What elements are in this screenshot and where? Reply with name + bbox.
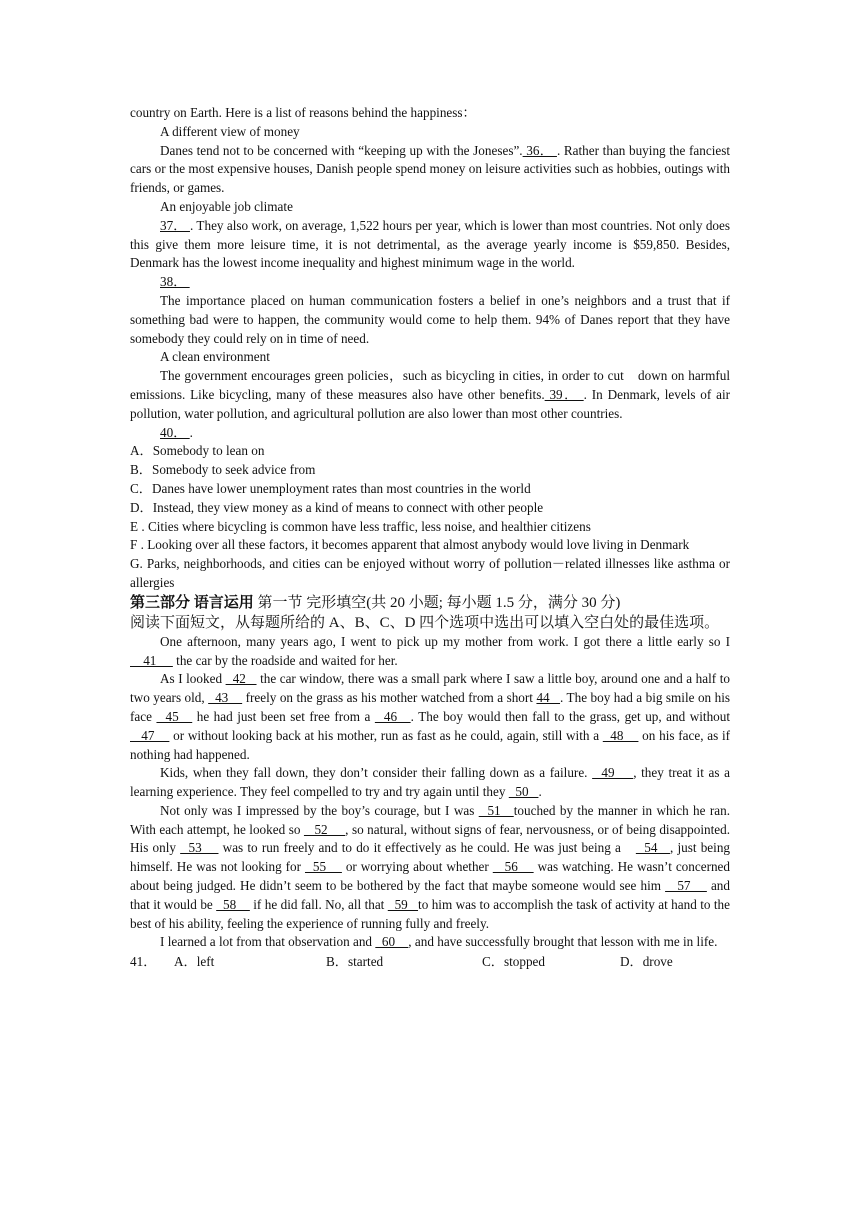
blank-41: 41	[130, 652, 173, 668]
section-3-subtitle: 第一节 完形填空(共 20 小题; 每小题 1.5 分，满分 30 分)	[253, 594, 621, 611]
option-f: F . Looking over all these factors, it becomes apparent that almost anybody would love living in Denmark	[130, 537, 690, 553]
blank-58: 58	[216, 896, 250, 912]
paragraph-40: 40． .	[160, 424, 193, 440]
blank-52: 52	[303, 821, 346, 837]
heading-environment: A clean environment	[160, 349, 270, 365]
paragraph-money: Danes tend not to be concerned with “keeping up with the Joneses”. 36． . Rather than buying the fanciest cars or the most expensive houses, Danish people spend money on leisure activities such as hobbies, outings with friends, or games.	[130, 142, 731, 196]
blank-40: 40．	[160, 424, 190, 440]
option-e: E . Cities where bicycling is common have less traffic, less noise, and healthier citizens	[130, 518, 591, 534]
cloze-paragraph-1: One afternoon, many years ago, I went to pick up my mother from work. I got there a little early so I 41 the car by the roadside and waited for her.	[130, 633, 744, 668]
blank-46: 46	[374, 708, 411, 724]
paragraph-community: The importance placed on human communication fosters a belief in one’s neighbors and a trust that if something bad were to happen, the community would come to help them. 94% of Danes report that they have somebody they could rely on in time of need.	[130, 292, 730, 346]
section-3-instruction: 阅读下面短文，从每题所给的 A、B、C、D 四个选项中选出可以填入空白处的最佳选项。	[130, 614, 720, 631]
blank-43: 43	[208, 690, 243, 706]
blank-59: 59	[387, 896, 419, 912]
option-c: C．Danes have lower unemployment rates than most countries in the world	[130, 480, 531, 496]
cloze-paragraph-4: Not only was I impressed by the boy’s courage, but I was 51 touched by the manner in which he ran. With each attempt, he looked so 52 , so natural, without signs of fear, nervousness, or of being disappointed. His only 53 was to run freely and to do it effectively as he could. He was just being a 54 , just being himself. He was not looking for 55 or worrying about whether 56 was watching. He wasn’t concerned about being judged. He didn’t seem to be bothered by the fact that maybe someone would see him 57 and that it would be 58 if he did fall. No, all that 59 to him was to accomplish the task of activity at hand to the best of his ability, feeling the experience of running fully and freely.	[130, 802, 731, 931]
question-41-option-a: A．left	[174, 954, 215, 970]
blank-54: 54	[635, 840, 670, 856]
blank-48: 48	[602, 727, 639, 743]
option-g: G. Parks, neighborhoods, and cities can be enjoyed without worry of pollution－related illnesses like asthma or allergies	[130, 556, 730, 590]
blank-45: 45	[156, 708, 193, 724]
paragraph-environment: The government encourages green policies，such as bicycling in cities, in order to cut down on harmful emissions. Like bicycling, many of these measures also have other benefits. 39． . In Denmark, levels of air pollution, water pollution, and agricultural pollution are also lower than most other countries.	[130, 368, 731, 421]
option-d: D．Instead, they view money as a kind of means to connect with other people	[130, 499, 544, 515]
question-41-options	[130, 953, 730, 972]
reading-intro: country on Earth. Here is a list of reasons behind the happiness：	[130, 105, 476, 120]
blank-51: 51	[478, 802, 514, 818]
blank-44: 44	[536, 690, 561, 706]
blank-38: 38．	[160, 274, 190, 290]
question-41-option-b: B．started	[326, 954, 384, 970]
section-3-heading	[130, 594, 730, 613]
heading-money: A different view of money	[160, 123, 300, 139]
blank-49: 49	[592, 765, 634, 781]
paragraph-job: 37． . They also work, on average, 1,522 hours per year, which is lower than most countries. Not only does this give them more leisure time, it is not detrimental, as the average yearly income is $59,850. Besides, Denmark has the lowest income inequality and highest minimum wage in the world.	[130, 217, 730, 271]
option-a: A．Somebody to lean on	[130, 443, 265, 459]
blank-50: 50	[508, 784, 539, 800]
cloze-paragraph-2: As I looked 42 the car window, there was a small park where I saw a little boy, around one and a half to two years old, 43 freely on the grass as his mother watched from a short 44 . The boy had a big smile on his face 45 he had just been set free from a 46 . The boy would then fall to the grass, get up, and without 47 or without looking back at his mother, run as fast as he could, again, still with a 48 on his face, as if nothing had happened.	[130, 671, 731, 762]
document-page	[130, 104, 744, 972]
cloze-paragraph-3: Kids, when they fall down, they don’t consider their falling down as a failure. 49 , they treat it as a learning experience. They feel compelled to try and try again until they 50 .	[130, 765, 731, 800]
blank-55: 55	[304, 859, 342, 875]
blank-37: 37．	[160, 217, 190, 233]
blank-57: 57	[665, 878, 707, 894]
question-41-option-d: D．drove	[620, 954, 673, 970]
blank-53: 53	[180, 840, 219, 856]
blank-36: 36．	[522, 142, 557, 158]
question-41-option-c: C．stopped	[482, 954, 546, 970]
blank-56: 56	[492, 859, 534, 875]
section-3-title: 第三部分 语言运用	[130, 594, 254, 611]
blank-60: 60	[375, 934, 409, 950]
option-b: B．Somebody to seek advice from	[130, 462, 316, 478]
paragraph-38	[130, 273, 730, 292]
cloze-paragraph-5: I learned a lot from that observation and 60 , and have successfully brought that lesson with me in life.	[160, 934, 718, 950]
heading-job: An enjoyable job climate	[160, 198, 293, 214]
blank-39: 39．	[544, 386, 584, 402]
blank-47: 47	[130, 727, 170, 743]
question-41-number: 41．	[130, 954, 157, 970]
blank-42: 42	[225, 671, 257, 687]
